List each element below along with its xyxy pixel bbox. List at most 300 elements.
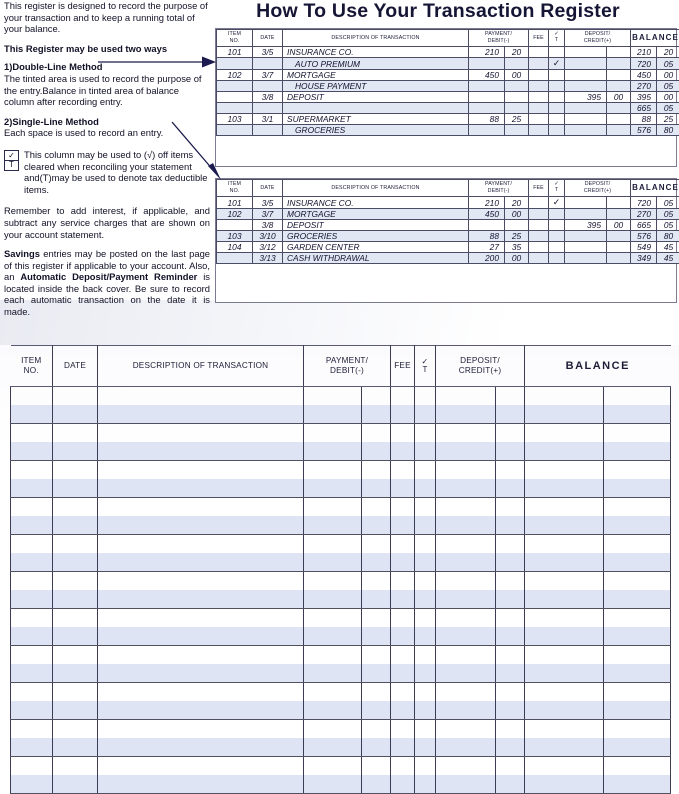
blank-cell[interactable] — [415, 757, 436, 776]
blank-cell[interactable] — [391, 701, 415, 720]
blank-cell[interactable] — [525, 590, 604, 609]
blank-cell[interactable] — [53, 461, 98, 480]
blank-cell[interactable] — [362, 720, 391, 739]
blank-cell[interactable] — [415, 646, 436, 665]
blank-cell[interactable] — [11, 405, 53, 424]
blank-cell[interactable] — [525, 609, 604, 628]
blank-cell[interactable] — [304, 479, 362, 498]
blank-cell[interactable] — [362, 627, 391, 646]
blank-cell[interactable] — [496, 683, 525, 702]
example-single-line-box — [215, 178, 677, 303]
blank-cell[interactable] — [604, 535, 671, 554]
blank-cell[interactable] — [11, 553, 53, 572]
check-tee-icon — [4, 150, 19, 171]
blank-register-row[interactable] — [11, 757, 671, 776]
blank-cell[interactable] — [53, 535, 98, 554]
blank-cell[interactable] — [98, 405, 304, 424]
blank-cell[interactable] — [53, 572, 98, 591]
blank-cell[interactable] — [53, 553, 98, 572]
blank-cell[interactable] — [604, 590, 671, 609]
blank-cell[interactable] — [496, 535, 525, 554]
blank-cell[interactable] — [415, 553, 436, 572]
blank-cell[interactable] — [525, 553, 604, 572]
blank-cell[interactable] — [604, 387, 671, 406]
blank-cell[interactable] — [11, 757, 53, 776]
blank-cell[interactable] — [362, 683, 391, 702]
blank-cell[interactable] — [496, 646, 525, 665]
blank-cell[interactable] — [415, 572, 436, 591]
cell-description: GROCERIES — [283, 125, 469, 136]
blank-cell[interactable] — [98, 646, 304, 665]
savings-note — [4, 248, 210, 318]
blank-cell[interactable] — [415, 498, 436, 517]
blank-cell[interactable] — [525, 424, 604, 443]
blank-register-row[interactable] — [11, 590, 671, 609]
blank-cell[interactable] — [604, 683, 671, 702]
savings-note-part2: entries may be posted on the last page of this register if applicable to your account. Also, an — [4, 248, 210, 282]
blank-cell[interactable] — [525, 516, 604, 535]
blank-cell[interactable] — [604, 757, 671, 776]
blank-cell[interactable] — [98, 757, 304, 776]
blank-cell[interactable] — [11, 590, 53, 609]
blank-cell[interactable] — [304, 387, 362, 406]
blank-cell[interactable] — [525, 738, 604, 757]
blank-cell[interactable] — [496, 720, 525, 739]
cell-deposit-dollars — [565, 209, 607, 220]
blank-cell[interactable] — [304, 646, 362, 665]
blank-cell[interactable] — [304, 516, 362, 535]
cell-item-no: 102 — [217, 209, 253, 220]
blank-cell[interactable] — [496, 701, 525, 720]
blank-cell[interactable] — [415, 775, 436, 794]
blank-cell[interactable] — [53, 738, 98, 757]
blank-cell[interactable] — [415, 387, 436, 406]
blank-cell[interactable] — [362, 535, 391, 554]
blank-cell[interactable] — [525, 701, 604, 720]
blank-cell[interactable] — [436, 775, 496, 794]
blank-cell[interactable] — [436, 387, 496, 406]
blank-cell[interactable] — [98, 627, 304, 646]
cell-deposit-dollars — [565, 197, 607, 209]
blank-cell[interactable] — [53, 646, 98, 665]
col-description: DESCRIPTION OF TRANSACTION — [98, 346, 304, 387]
blank-cell[interactable] — [496, 775, 525, 794]
cell-check-tee: ✓ — [549, 58, 565, 70]
blank-cell[interactable] — [525, 498, 604, 517]
blank-cell[interactable] — [362, 442, 391, 461]
cell-check-tee — [549, 231, 565, 242]
blank-cell[interactable] — [53, 590, 98, 609]
blank-register-row[interactable] — [11, 424, 671, 443]
blank-cell[interactable] — [11, 461, 53, 480]
blank-cell[interactable] — [525, 442, 604, 461]
blank-cell[interactable] — [98, 535, 304, 554]
cell-check-tee — [549, 220, 565, 231]
blank-cell[interactable] — [604, 572, 671, 591]
blank-cell[interactable] — [362, 461, 391, 480]
blank-cell[interactable] — [98, 609, 304, 628]
blank-cell[interactable] — [11, 535, 53, 554]
blank-cell[interactable] — [53, 683, 98, 702]
blank-register-row[interactable] — [11, 683, 671, 702]
blank-cell[interactable] — [304, 738, 362, 757]
blank-register-row[interactable] — [11, 461, 671, 480]
blank-cell[interactable] — [362, 479, 391, 498]
blank-cell[interactable] — [415, 701, 436, 720]
blank-cell[interactable] — [362, 646, 391, 665]
blank-cell[interactable] — [436, 498, 496, 517]
blank-cell[interactable] — [11, 498, 53, 517]
blank-cell[interactable] — [304, 609, 362, 628]
blank-cell[interactable] — [304, 590, 362, 609]
cell-fee — [529, 231, 549, 242]
blank-cell[interactable] — [436, 701, 496, 720]
blank-cell[interactable] — [525, 683, 604, 702]
cell-payment-cents — [505, 81, 529, 92]
blank-cell[interactable] — [391, 442, 415, 461]
blank-cell[interactable] — [53, 701, 98, 720]
cell-fee — [529, 242, 549, 253]
blank-cell[interactable] — [11, 479, 53, 498]
col-date: DATE — [253, 30, 283, 47]
blank-cell[interactable] — [415, 683, 436, 702]
blank-cell[interactable] — [604, 720, 671, 739]
blank-cell[interactable] — [362, 738, 391, 757]
blank-cell[interactable] — [525, 387, 604, 406]
cell-deposit-cents — [607, 209, 631, 220]
blank-cell[interactable] — [304, 775, 362, 794]
blank-cell[interactable] — [436, 535, 496, 554]
blank-cell[interactable] — [391, 387, 415, 406]
blank-cell[interactable] — [604, 701, 671, 720]
blank-cell[interactable] — [53, 442, 98, 461]
blank-cell[interactable] — [496, 757, 525, 776]
cell-item-no — [217, 92, 253, 103]
blank-cell[interactable] — [496, 498, 525, 517]
blank-cell[interactable] — [496, 738, 525, 757]
blank-cell[interactable] — [11, 683, 53, 702]
cell-item-no — [217, 58, 253, 70]
blank-cell[interactable] — [525, 627, 604, 646]
blank-cell[interactable] — [496, 387, 525, 406]
blank-cell[interactable] — [391, 461, 415, 480]
blank-cell[interactable] — [391, 424, 415, 443]
cell-balance-dollars: 349 — [631, 253, 657, 264]
blank-cell[interactable] — [525, 405, 604, 424]
blank-cell[interactable] — [304, 405, 362, 424]
blank-cell[interactable] — [304, 720, 362, 739]
blank-cell[interactable] — [304, 553, 362, 572]
blank-cell[interactable] — [391, 479, 415, 498]
blank-cell[interactable] — [362, 387, 391, 406]
blank-cell[interactable] — [436, 461, 496, 480]
blank-cell[interactable] — [436, 627, 496, 646]
table-row — [217, 81, 679, 92]
blank-register-row[interactable] — [11, 720, 671, 739]
blank-cell[interactable] — [362, 609, 391, 628]
blank-cell[interactable] — [604, 442, 671, 461]
blank-cell[interactable] — [525, 757, 604, 776]
blank-register-row[interactable] — [11, 516, 671, 535]
col-item-no: ITEM NO. — [11, 346, 53, 387]
blank-cell[interactable] — [391, 683, 415, 702]
blank-cell[interactable] — [98, 461, 304, 480]
blank-cell[interactable] — [436, 405, 496, 424]
cell-balance-cents: 00 — [657, 92, 679, 103]
blank-cell[interactable] — [11, 738, 53, 757]
cell-balance-dollars: 720 — [631, 58, 657, 70]
blank-cell[interactable] — [496, 405, 525, 424]
blank-cell[interactable] — [304, 461, 362, 480]
blank-cell[interactable] — [362, 516, 391, 535]
blank-cell[interactable] — [391, 405, 415, 424]
blank-cell[interactable] — [415, 442, 436, 461]
blank-cell[interactable] — [415, 720, 436, 739]
blank-cell[interactable] — [11, 442, 53, 461]
blank-cell[interactable] — [53, 627, 98, 646]
blank-register-row[interactable] — [11, 609, 671, 628]
blank-cell[interactable] — [53, 609, 98, 628]
blank-cell[interactable] — [415, 535, 436, 554]
blank-cell[interactable] — [496, 442, 525, 461]
blank-cell[interactable] — [53, 775, 98, 794]
blank-cell[interactable] — [11, 387, 53, 406]
blank-cell[interactable] — [604, 553, 671, 572]
blank-cell[interactable] — [436, 683, 496, 702]
blank-cell[interactable] — [391, 627, 415, 646]
blank-cell[interactable] — [436, 738, 496, 757]
blank-cell[interactable] — [53, 424, 98, 443]
blank-cell[interactable] — [53, 498, 98, 517]
blank-cell[interactable] — [436, 646, 496, 665]
blank-register-body[interactable] — [11, 387, 671, 794]
blank-cell[interactable] — [304, 683, 362, 702]
blank-cell[interactable] — [391, 590, 415, 609]
blank-cell[interactable] — [391, 646, 415, 665]
blank-cell[interactable] — [98, 720, 304, 739]
blank-cell[interactable] — [604, 498, 671, 517]
cell-balance-dollars: 720 — [631, 197, 657, 209]
blank-cell[interactable] — [304, 701, 362, 720]
blank-register-row[interactable] — [11, 405, 671, 424]
blank-cell[interactable] — [415, 424, 436, 443]
blank-cell[interactable] — [362, 590, 391, 609]
blank-cell[interactable] — [525, 646, 604, 665]
blank-cell[interactable] — [496, 590, 525, 609]
blank-cell[interactable] — [496, 553, 525, 572]
blank-cell[interactable] — [362, 572, 391, 591]
blank-cell[interactable] — [604, 424, 671, 443]
blank-cell[interactable] — [304, 757, 362, 776]
blank-cell[interactable] — [436, 572, 496, 591]
blank-cell[interactable] — [304, 424, 362, 443]
blank-cell[interactable] — [362, 757, 391, 776]
cell-payment-dollars: 210 — [469, 47, 505, 58]
blank-cell[interactable] — [496, 461, 525, 480]
blank-cell[interactable] — [525, 461, 604, 480]
blank-cell[interactable] — [11, 646, 53, 665]
blank-cell[interactable] — [525, 479, 604, 498]
blank-cell[interactable] — [304, 572, 362, 591]
blank-cell[interactable] — [98, 516, 304, 535]
blank-cell[interactable] — [525, 775, 604, 794]
blank-register-row[interactable] — [11, 701, 671, 720]
blank-cell[interactable] — [98, 387, 304, 406]
blank-cell[interactable] — [304, 498, 362, 517]
blank-cell[interactable] — [496, 479, 525, 498]
blank-cell[interactable] — [604, 479, 671, 498]
blank-cell[interactable] — [362, 553, 391, 572]
blank-cell[interactable] — [362, 498, 391, 517]
blank-cell[interactable] — [391, 757, 415, 776]
blank-cell[interactable] — [362, 405, 391, 424]
blank-cell[interactable] — [53, 757, 98, 776]
blank-register-table[interactable] — [10, 345, 671, 794]
cell-payment-cents — [505, 220, 529, 231]
blank-cell[interactable] — [604, 738, 671, 757]
blank-cell[interactable] — [604, 775, 671, 794]
blank-cell[interactable] — [415, 479, 436, 498]
cell-fee — [529, 70, 549, 81]
blank-cell[interactable] — [98, 498, 304, 517]
blank-cell[interactable] — [11, 516, 53, 535]
blank-cell[interactable] — [98, 572, 304, 591]
blank-cell[interactable] — [436, 442, 496, 461]
cell-description — [283, 103, 469, 114]
blank-cell[interactable] — [525, 572, 604, 591]
blank-cell[interactable] — [98, 442, 304, 461]
blank-cell[interactable] — [415, 405, 436, 424]
cell-payment-dollars: 200 — [469, 253, 505, 264]
blank-register-row[interactable] — [11, 738, 671, 757]
blank-cell[interactable] — [436, 609, 496, 628]
blank-register-row[interactable] — [11, 387, 671, 406]
blank-cell[interactable] — [98, 738, 304, 757]
blank-register-row[interactable] — [11, 442, 671, 461]
blank-cell[interactable] — [436, 516, 496, 535]
blank-cell[interactable] — [53, 387, 98, 406]
blank-register-row[interactable] — [11, 646, 671, 665]
blank-cell[interactable] — [496, 516, 525, 535]
blank-cell[interactable] — [525, 720, 604, 739]
blank-cell[interactable] — [604, 646, 671, 665]
cell-item-no — [217, 253, 253, 264]
blank-cell[interactable] — [415, 627, 436, 646]
blank-cell[interactable] — [362, 775, 391, 794]
blank-register-row[interactable] — [11, 479, 671, 498]
blank-cell[interactable] — [391, 609, 415, 628]
cell-item-no: 101 — [217, 197, 253, 209]
example1-header-row — [217, 30, 679, 47]
blank-cell[interactable] — [525, 535, 604, 554]
blank-cell[interactable] — [11, 609, 53, 628]
blank-cell[interactable] — [436, 590, 496, 609]
blank-cell[interactable] — [391, 553, 415, 572]
blank-cell[interactable] — [604, 609, 671, 628]
blank-cell[interactable] — [604, 461, 671, 480]
blank-cell[interactable] — [98, 479, 304, 498]
blank-cell[interactable] — [415, 609, 436, 628]
blank-cell[interactable] — [496, 572, 525, 591]
cell-fee — [529, 114, 549, 125]
blank-register-row[interactable] — [11, 572, 671, 591]
blank-cell[interactable] — [436, 424, 496, 443]
blank-cell[interactable] — [391, 775, 415, 794]
blank-cell[interactable] — [11, 701, 53, 720]
blank-cell[interactable] — [496, 609, 525, 628]
blank-cell[interactable] — [11, 627, 53, 646]
blank-cell[interactable] — [304, 535, 362, 554]
blank-cell[interactable] — [496, 627, 525, 646]
blank-cell[interactable] — [391, 720, 415, 739]
table-row — [217, 242, 679, 253]
blank-cell[interactable] — [604, 627, 671, 646]
table-row — [217, 253, 679, 264]
blank-cell[interactable] — [53, 516, 98, 535]
blank-register-row[interactable] — [11, 553, 671, 572]
blank-cell[interactable] — [362, 701, 391, 720]
blank-cell[interactable] — [436, 757, 496, 776]
blank-cell[interactable] — [98, 424, 304, 443]
blank-register-row[interactable] — [11, 535, 671, 554]
blank-cell[interactable] — [98, 701, 304, 720]
col-item-no: ITEM NO. — [217, 180, 253, 197]
cell-item-no: 101 — [217, 47, 253, 58]
blank-cell[interactable] — [415, 738, 436, 757]
blank-transaction-register[interactable] — [10, 345, 670, 794]
blank-cell[interactable] — [604, 516, 671, 535]
blank-register-row[interactable] — [11, 498, 671, 517]
table-row — [217, 70, 679, 81]
blank-cell[interactable] — [496, 424, 525, 443]
blank-cell[interactable] — [304, 627, 362, 646]
blank-cell[interactable] — [98, 553, 304, 572]
blank-cell[interactable] — [53, 720, 98, 739]
cell-deposit-dollars — [565, 231, 607, 242]
blank-cell[interactable] — [362, 424, 391, 443]
blank-cell[interactable] — [11, 720, 53, 739]
blank-cell[interactable] — [11, 572, 53, 591]
example-double-line-box — [215, 28, 677, 167]
blank-cell[interactable] — [604, 405, 671, 424]
blank-cell[interactable] — [391, 498, 415, 517]
blank-cell[interactable] — [436, 553, 496, 572]
blank-cell[interactable] — [98, 683, 304, 702]
blank-cell[interactable] — [391, 738, 415, 757]
blank-cell[interactable] — [11, 775, 53, 794]
blank-cell[interactable] — [53, 479, 98, 498]
blank-cell[interactable] — [11, 424, 53, 443]
blank-cell[interactable] — [415, 461, 436, 480]
blank-register-row[interactable] — [11, 775, 671, 794]
blank-cell[interactable] — [436, 479, 496, 498]
blank-register-row[interactable] — [11, 627, 671, 646]
cell-date: 3/7 — [253, 70, 283, 81]
blank-cell[interactable] — [98, 590, 304, 609]
blank-cell[interactable] — [53, 405, 98, 424]
cell-check-tee — [549, 125, 565, 136]
blank-cell[interactable] — [436, 720, 496, 739]
blank-cell[interactable] — [391, 516, 415, 535]
blank-cell[interactable] — [304, 442, 362, 461]
col-fee: FEE — [529, 180, 549, 197]
blank-cell[interactable] — [391, 535, 415, 554]
cell-payment-cents: 00 — [505, 70, 529, 81]
blank-cell[interactable] — [391, 572, 415, 591]
blank-cell[interactable] — [415, 516, 436, 535]
blank-cell[interactable] — [415, 590, 436, 609]
blank-cell[interactable] — [98, 775, 304, 794]
